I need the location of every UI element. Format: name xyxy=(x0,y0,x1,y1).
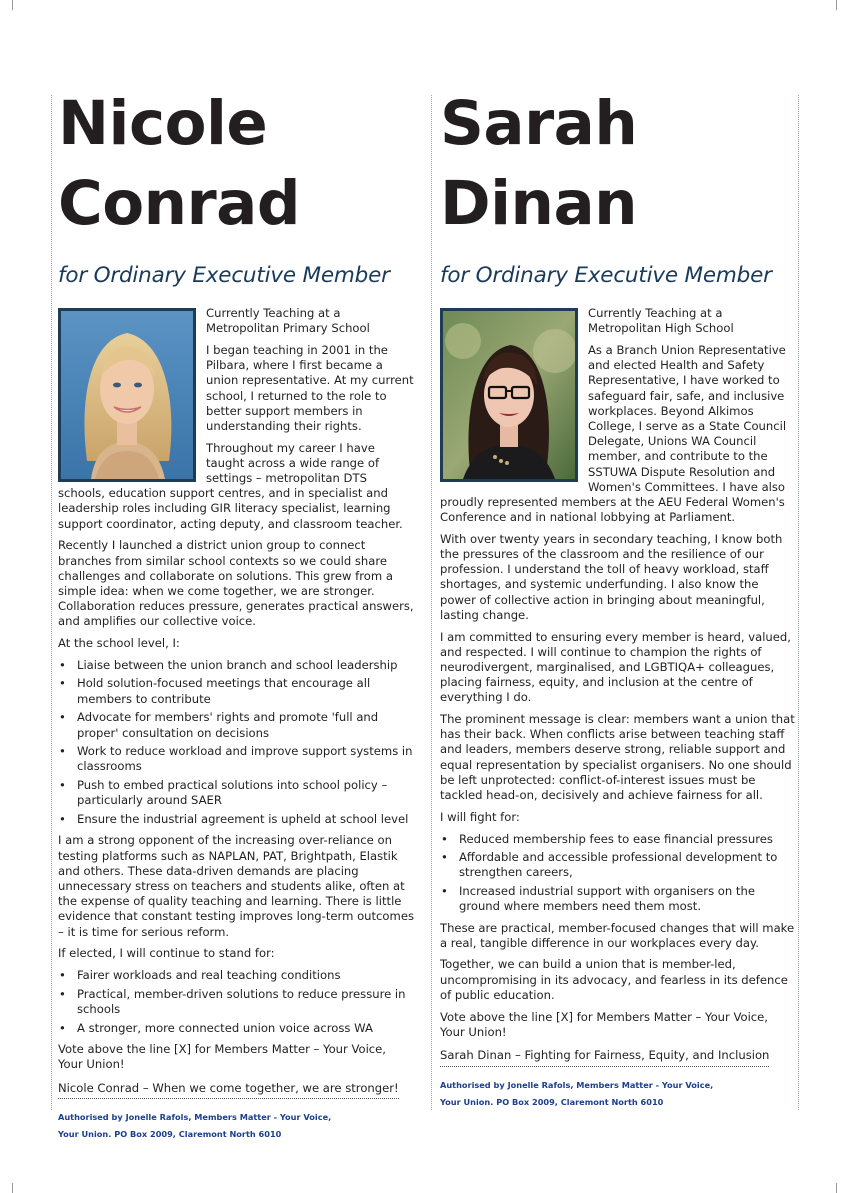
position-title: for Ordinary Executive Member xyxy=(58,263,390,288)
name-last: Dinan xyxy=(440,168,638,239)
paragraph: I began teaching in 2001 in the Pilbara, where I first became a union representative. At my current school, I returned to the role to better support members in understanding their rights. xyxy=(206,342,414,433)
list-item: • Ensure the industrial agreement is upheld at school level xyxy=(58,812,414,827)
list-item: • Practical, member-driven solutions to reduce pressure in schools xyxy=(58,987,414,1017)
crop-mark xyxy=(12,1183,13,1193)
candidate-statement xyxy=(58,306,414,1143)
auth-line: Your Union. PO Box 2009, Claremont North 6010 xyxy=(440,1096,664,1107)
paragraph: Throughout my career I have taught across a wide range of settings – metropolitan DTS schools, education support centres, and in specialist and leadership roles including GIR literacy specialist, learning support coordinator, acting deputy, and classroom teacher. xyxy=(58,440,403,531)
authorisation xyxy=(58,1109,414,1143)
paragraph: If elected, I will continue to stand for: xyxy=(58,946,275,961)
paragraph: The prominent message is clear: members want a union that has their back. When conflicts arise between teaching staff and leaders, members deserve strong, reliable support and equal representation by specialist organisers. No one should be left unprotected: conflict-of-interest issues must be tackled head-on, decisively and achieve fairness for all. xyxy=(440,712,795,803)
list-item: • Fairer workloads and real teaching conditions xyxy=(58,968,414,983)
paragraph: Vote above the line [X] for Members Matter – Your Voice, Your Union! xyxy=(58,1041,386,1071)
position-title: for Ordinary Executive Member xyxy=(440,263,772,288)
list-item: • Affordable and accessible professional development to strengthen careers, xyxy=(440,850,796,880)
auth-line: Authorised by Jonelle Rafols, Members Matter - Your Voice, xyxy=(440,1079,714,1090)
list-item: • Push to embed practical solutions into school policy – particularly around SAER xyxy=(58,778,414,808)
candidate-name xyxy=(58,84,414,244)
name-first: Sarah xyxy=(440,88,638,159)
candidate-statement xyxy=(440,306,796,1111)
paragraph: As a Branch Union Representative and elected Health and Safety Representative, I have worked to safeguard fair, safe, and inclusive workplaces. Beyond Alkimos College, I serve as a State Council Delegate, Unions WA Council member, and contribute to the SSTUWA Dispute Resolution and Women's Committees. I have also proudly represented members at the AEU Federal Women's Conference and in national lobbying at Parliament. xyxy=(440,342,787,525)
paragraph: I am committed to ensuring every member is heard, valued, and respected. I will continue to champion the rights of neurodivergent, marginalised, and LGBTIQA+ colleagues, placing fairness, equity, and inclusion at the centre of everything I do. xyxy=(440,629,791,705)
authorisation xyxy=(440,1077,796,1111)
column-rule xyxy=(51,95,52,1110)
paragraph: I am a strong opponent of the increasing over-reliance on testing platforms such as NAPLAN, PAT, Brightpath, Elastik and others. These data-driven demands are placing unnecessary stress on teachers and students alike, often at the expense of quality teaching and learning. There is little evidence that constant testing improves long-term outcomes – it is time for serious reform. xyxy=(58,833,414,939)
column-rule xyxy=(431,95,432,1110)
portrait-image xyxy=(443,311,575,479)
name-first: Nicole xyxy=(58,88,268,159)
crop-mark xyxy=(836,0,837,10)
intro-text: Currently Teaching at a Metropolitan High School xyxy=(588,306,734,336)
signoff: Nicole Conrad – When we come together, we are stronger! xyxy=(58,1081,399,1099)
candidate-column-nicole xyxy=(58,84,414,1143)
paragraph: I will fight for: xyxy=(440,809,520,824)
candidate-photo xyxy=(58,308,196,482)
column-rule xyxy=(798,95,799,1110)
auth-line: Authorised by Jonelle Rafols, Members Matter - Your Voice, xyxy=(58,1111,332,1122)
bullet-list xyxy=(58,968,414,1036)
list-item: • Increased industrial support with organisers on the ground where members need them most. xyxy=(440,884,796,914)
list-item: • Reduced membership fees to ease financial pressures xyxy=(440,832,796,847)
paragraph: With over twenty years in secondary teaching, I know both the pressures of the classroom and the resilience of our profession. I understand the toll of heavy workload, staff shortages, and systemic underfunding. I also know the power of collective action in bringing about meaningful, lasting change. xyxy=(440,531,783,622)
crop-mark xyxy=(12,0,13,10)
list-item: • Liaise between the union branch and school leadership xyxy=(58,658,414,673)
paragraph: Recently I launched a district union group to connect branches from similar school contexts so we could share challenges and collaborate on solutions. This grew from a simple idea: when we come together, we are stronger. Collaboration reduces pressure, generates practical answers, and amplifies our collective voice. xyxy=(58,538,414,629)
paragraph: These are practical, member-focused changes that will make a real, tangible difference in our workplaces every day. xyxy=(440,920,795,950)
list-item: • Hold solution-focused meetings that encourage all members to contribute xyxy=(58,676,414,706)
crop-mark xyxy=(836,1183,837,1193)
paragraph: At the school level, I: xyxy=(58,636,180,651)
paragraph: Together, we can build a union that is member-led, uncompromising in its advocacy, and fearless in its defence of public education. xyxy=(440,957,788,1002)
auth-line: Your Union. PO Box 2009, Claremont North 6010 xyxy=(58,1128,282,1139)
intro-text: Currently Teaching at a Metropolitan Primary School xyxy=(206,306,370,336)
portrait-image xyxy=(61,311,193,479)
candidate-column-sarah xyxy=(440,84,796,1111)
paragraph: Vote above the line [X] for Members Matter – Your Voice, Your Union! xyxy=(440,1009,768,1039)
list-item: • A stronger, more connected union voice across WA xyxy=(58,1021,414,1036)
bullet-list xyxy=(440,832,796,915)
candidate-name xyxy=(440,84,796,244)
name-last: Conrad xyxy=(58,168,301,239)
list-item: • Work to reduce workload and improve support systems in classrooms xyxy=(58,744,414,774)
candidate-photo xyxy=(440,308,578,482)
signoff: Sarah Dinan – Fighting for Fairness, Equity, and Inclusion xyxy=(440,1048,769,1066)
bullet-list xyxy=(58,658,414,828)
list-item: • Advocate for members' rights and promote 'full and proper' consultation on decisions xyxy=(58,710,414,740)
